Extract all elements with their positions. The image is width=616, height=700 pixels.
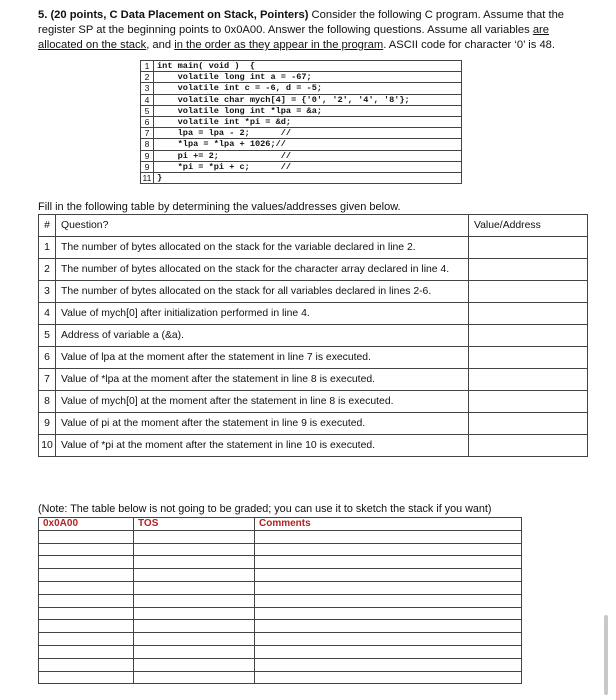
- row-question: Value of mych[0] at the moment after the statement in line 8 is executed.: [56, 391, 469, 413]
- row-question: Value of *pi at the moment after the statement in line 10 is executed.: [56, 435, 469, 457]
- row-number: 5: [39, 325, 56, 347]
- table-row: [39, 391, 588, 413]
- code-line-source: }: [154, 173, 462, 184]
- code-line-number: 7: [141, 128, 154, 139]
- stack-row: [39, 543, 522, 556]
- code-line-number: 5: [141, 105, 154, 116]
- stack-cell[interactable]: [255, 594, 522, 607]
- row-question: Value of pi at the moment after the statement in line 9 is executed.: [56, 413, 469, 435]
- stack-cell[interactable]: [255, 671, 522, 684]
- question-table: [38, 214, 588, 457]
- stack-cell[interactable]: [39, 530, 134, 543]
- stack-cell[interactable]: [255, 556, 522, 569]
- table-header-row: [39, 215, 588, 237]
- problem-text-2: , and: [146, 39, 175, 51]
- stack-cell[interactable]: [134, 645, 255, 658]
- code-line-source: pi += 2; //: [154, 150, 462, 161]
- stack-sketch-table: [38, 517, 522, 684]
- answer-cell[interactable]: [469, 325, 588, 347]
- code-line: [141, 139, 462, 150]
- stack-cell[interactable]: [39, 543, 134, 556]
- code-line-number: 11: [141, 173, 154, 184]
- stack-cell[interactable]: [134, 658, 255, 671]
- answer-cell[interactable]: [469, 281, 588, 303]
- scrollbar[interactable]: [604, 615, 608, 695]
- code-line-source: volatile long int a = -67;: [154, 72, 462, 83]
- stack-cell[interactable]: [39, 569, 134, 582]
- code-line-number: 9: [141, 150, 154, 161]
- stack-header-row: [39, 518, 522, 531]
- stack-row: [39, 645, 522, 658]
- code-line-number: 8: [141, 139, 154, 150]
- code-line: [141, 94, 462, 105]
- stack-cell[interactable]: [39, 633, 134, 646]
- answer-cell[interactable]: [469, 435, 588, 457]
- code-line: [141, 83, 462, 94]
- problem-text-3: . ASCII code for character ‘0’ is 48.: [383, 39, 556, 51]
- code-line-source: int main( void ) {: [154, 61, 462, 72]
- problem-heading: 5. (20 points, C Data Placement on Stack, Pointers): [38, 9, 309, 21]
- row-number: 1: [39, 237, 56, 259]
- code-line-source: volatile long int *lpa = &a;: [154, 105, 462, 116]
- code-line: [141, 150, 462, 161]
- stack-cell[interactable]: [255, 607, 522, 620]
- code-line-source: lpa = lpa - 2; //: [154, 128, 462, 139]
- code-line: [141, 117, 462, 128]
- code-line: [141, 173, 462, 184]
- stack-cell[interactable]: [255, 620, 522, 633]
- code-line-number: 6: [141, 117, 154, 128]
- row-question: Address of variable a (&a).: [56, 325, 469, 347]
- stack-header-address: 0x0A00: [39, 518, 134, 531]
- stack-cell[interactable]: [39, 556, 134, 569]
- row-question: The number of bytes allocated on the stack for the variable declared in line 2.: [56, 237, 469, 259]
- row-question: The number of bytes allocated on the stack for the character array declared in line 4.: [56, 259, 469, 281]
- stack-cell[interactable]: [134, 530, 255, 543]
- stack-header-tos: TOS: [134, 518, 255, 531]
- row-number: 10: [39, 435, 56, 457]
- answer-cell[interactable]: [469, 303, 588, 325]
- row-number: 3: [39, 281, 56, 303]
- table-row: [39, 413, 588, 435]
- stack-cell[interactable]: [255, 569, 522, 582]
- stack-row: [39, 594, 522, 607]
- table-row: [39, 369, 588, 391]
- note: (Note: The table below is not going to be graded; you can use it to sketch the stack if you want): [38, 503, 492, 515]
- stack-cell[interactable]: [255, 645, 522, 658]
- code-line-number: 9: [141, 161, 154, 172]
- code-line: [141, 72, 462, 83]
- row-number: 4: [39, 303, 56, 325]
- stack-cell[interactable]: [255, 633, 522, 646]
- stack-cell[interactable]: [39, 607, 134, 620]
- answer-cell[interactable]: [469, 391, 588, 413]
- stack-cell[interactable]: [39, 645, 134, 658]
- table-row: [39, 347, 588, 369]
- row-number: 8: [39, 391, 56, 413]
- stack-cell[interactable]: [255, 530, 522, 543]
- instruction: Fill in the following table by determining the values/addresses given below.: [38, 201, 401, 213]
- code-line: [141, 61, 462, 72]
- code-listing: [140, 60, 462, 184]
- stack-cell[interactable]: [134, 633, 255, 646]
- code-line: [141, 161, 462, 172]
- code-line-source: *pi = *pi + c; //: [154, 161, 462, 172]
- table-row: [39, 325, 588, 347]
- code-line-source: volatile char mych[4] = {'0', '2', '4', '8'};: [154, 94, 462, 105]
- header-number: #: [39, 215, 56, 237]
- code-line-number: 4: [141, 94, 154, 105]
- code-line-source: *lpa = *lpa + 1026;//: [154, 139, 462, 150]
- table-row: [39, 281, 588, 303]
- stack-cell[interactable]: [134, 543, 255, 556]
- stack-cell[interactable]: [255, 543, 522, 556]
- stack-cell[interactable]: [134, 569, 255, 582]
- answer-cell[interactable]: [469, 369, 588, 391]
- header-question: Question?: [56, 215, 469, 237]
- code-line: [141, 128, 462, 139]
- code-line: [141, 105, 462, 116]
- stack-row: [39, 556, 522, 569]
- stack-cell[interactable]: [134, 556, 255, 569]
- stack-cell[interactable]: [39, 581, 134, 594]
- code-line-number: 1: [141, 61, 154, 72]
- answer-cell[interactable]: [469, 259, 588, 281]
- stack-cell[interactable]: [39, 594, 134, 607]
- stack-row: [39, 569, 522, 582]
- code-line-number: 3: [141, 83, 154, 94]
- row-question: The number of bytes allocated on the stack for all variables declared in lines 2-6.: [56, 281, 469, 303]
- header-value-address: Value/Address: [469, 215, 588, 237]
- stack-row: [39, 671, 522, 684]
- stack-cell[interactable]: [39, 658, 134, 671]
- problem-underline-2: in the order as they appear in the program: [174, 39, 384, 51]
- stack-row: [39, 633, 522, 646]
- row-question: Value of mych[0] after initialization performed in line 4.: [56, 303, 469, 325]
- row-question: Value of lpa at the moment after the statement in line 7 is executed.: [56, 347, 469, 369]
- problem-text: Consider the following C program. Assume that the register SP at the beginning points to 0x0A00. Answer the following questions. Assume all variables: [38, 9, 565, 36]
- table-row: [39, 303, 588, 325]
- code-line-number: 2: [141, 72, 154, 83]
- stack-header-comments: Comments: [255, 518, 522, 531]
- stack-cell[interactable]: [134, 671, 255, 684]
- stack-cell[interactable]: [255, 581, 522, 594]
- code-line-source: volatile int c = -6, d = -5;: [154, 83, 462, 94]
- stack-row: [39, 607, 522, 620]
- stack-row: [39, 658, 522, 671]
- table-row: [39, 435, 588, 457]
- row-number: 2: [39, 259, 56, 281]
- code-line-source: volatile int *pi = &d;: [154, 117, 462, 128]
- answer-cell[interactable]: [469, 237, 588, 259]
- problem-statement: [38, 8, 578, 53]
- table-row: [39, 259, 588, 281]
- stack-row: [39, 620, 522, 633]
- row-number: 9: [39, 413, 56, 435]
- stack-cell[interactable]: [134, 620, 255, 633]
- stack-cell[interactable]: [255, 658, 522, 671]
- stack-cell[interactable]: [134, 607, 255, 620]
- stack-row: [39, 530, 522, 543]
- table-row: [39, 237, 588, 259]
- stack-cell[interactable]: [134, 581, 255, 594]
- stack-cell[interactable]: [134, 594, 255, 607]
- answer-cell[interactable]: [469, 413, 588, 435]
- stack-cell[interactable]: [39, 620, 134, 633]
- answer-cell[interactable]: [469, 347, 588, 369]
- row-number: 7: [39, 369, 56, 391]
- problem-underline-1: are allocated on the stack: [38, 24, 549, 51]
- row-number: 6: [39, 347, 56, 369]
- row-question: Value of *lpa at the moment after the statement in line 8 is executed.: [56, 369, 469, 391]
- stack-row: [39, 581, 522, 594]
- stack-cell[interactable]: [39, 671, 134, 684]
